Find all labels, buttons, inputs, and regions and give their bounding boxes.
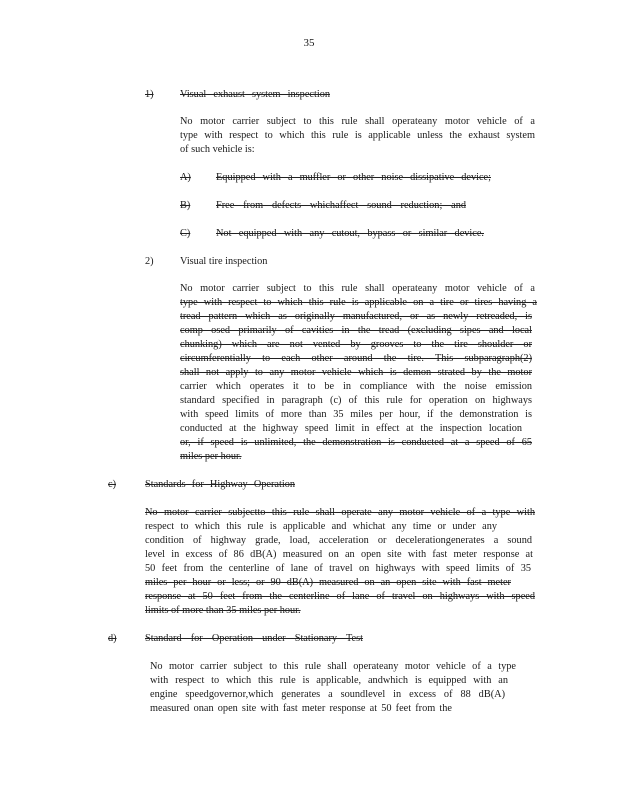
item-2-text-line: conducted at the highway speed limit in effect at the inspection location [180,423,522,434]
section-c-text-line: 50 feet from the centerline of lane of travel on highways with speed limits of 35 [145,563,531,574]
page-number: 35 [303,37,315,49]
item-2-text-line: miles per hour. [180,451,242,462]
item-2-text-line: chunking) which are not vented by grooves to the tire shoulder or [180,339,532,350]
item-1-text-line: No motor carrier subject to this rule shall operateany motor vehicle of a [180,116,535,127]
item-2-label: 2) [145,256,154,267]
subitem-a-label: A) [180,172,191,183]
item-2-text-line: circumferentially to each other around the tire. This subparagraph(2) [180,353,532,364]
section-c-text-line: level in excess of 86 dB(A) measured on an open site with fast meter response at [145,549,533,560]
item-2-text-line: No motor carrier subject to this rule shall operateany motor vehicle of a [180,283,535,294]
item-2-text-line: standard specified in paragraph (c) of this rule for operation on highways [180,395,532,406]
section-c-heading: Standards for Highway Operation [145,479,295,490]
subitem-c-text: Not equipped with any cutout, bypass or similar device. [216,228,484,239]
item-1-text-line: of such vehicle is: [180,144,255,155]
section-c-text-line: No motor carrier subjectto this rule shall operate any motor vehicle of a type with [145,507,535,518]
subitem-b-label: B) [180,200,191,211]
section-d-label: d) [108,633,117,644]
item-1-label: 1) [145,89,154,100]
section-d-text-line: measured onan open site with fast meter response at 50 feet from the [150,703,452,714]
subitem-c-label: C) [180,228,191,239]
item-2-text-line: or, if speed is unlimited, the demonstration is conducted at a speed of 65 [180,437,532,448]
section-c-text-line: miles per hour or less; or 90 dB(A) measured on an open site with fast meter [145,577,511,588]
subitem-b-text: Free from defects whichaffect sound reduction; and [216,200,466,211]
section-c-text-line: response at 50 feet from the centerline of lane of travel on highways with speed [145,591,535,602]
item-2-text-line: carrier which operates it to be in compliance with the noise emission [180,381,532,392]
item-2-text-line: comp osed primarily of cavities in the tread (excluding sipes and local [180,325,532,336]
item-2-text-line: type with respect to which this rule is applicable on a tire or tires having a [180,297,537,308]
item-2-heading: Visual tire inspection [180,256,268,267]
section-d-text-line: with respect to which this rule is applicable, andwhich is equipped with an [150,675,508,686]
section-d-text-line: No motor carrier subject to this rule shall operateany motor vehicle of a type [150,661,516,672]
section-d-heading: Standard for Operation under Stationary Test [145,633,363,644]
section-c-text-line: limits of more than 35 miles per hour. [145,605,301,616]
item-1-heading: Visual exhaust system inspection [180,89,330,100]
item-2-text-line: with speed limits of more than 35 miles per hour, if the demonstration is [180,409,532,420]
item-2-text-line: tread pattern which as originally manufactured, or as newly retreaded, is [180,311,532,322]
subitem-a-text: Equipped with a muffler or other noise dissipative device; [216,172,491,183]
section-d-text-line: engine speedgovernor,which generates a soundlevel in excess of 88 dB(A) [150,689,505,700]
section-c-label: c) [108,479,116,490]
item-2-text-line: shall not apply to any motor vehicle which is demon strated by the motor [180,367,532,378]
section-c-text-line: condition of highway grade, load, acceleration or decelerationgenerates a sound [145,535,532,546]
section-c-text-line: respect to which this rule is applicable and whichat any time or under any [145,521,497,532]
item-1-text-line: type with respect to which this rule is applicable unless the exhaust system [180,130,535,141]
